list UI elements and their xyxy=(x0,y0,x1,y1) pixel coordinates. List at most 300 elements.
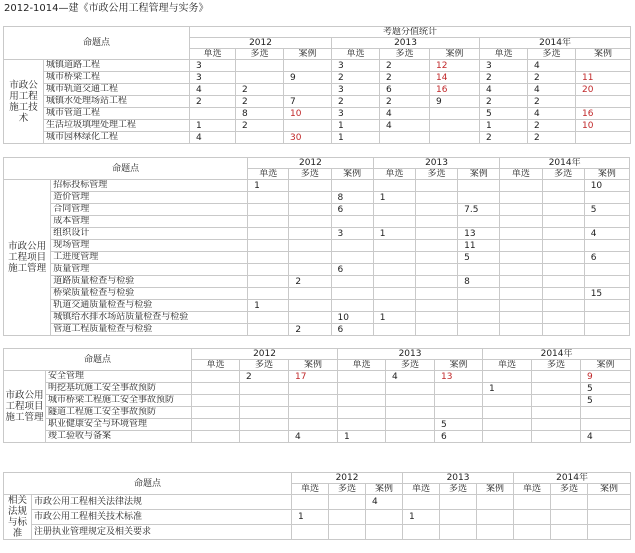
score-cell xyxy=(289,180,331,192)
question-type-header: 单选 xyxy=(292,484,329,495)
question-type-header: 单选 xyxy=(500,169,542,180)
score-cell xyxy=(289,383,338,395)
corner-label: 命题点 xyxy=(4,349,192,371)
score-cell: 2 xyxy=(236,96,284,108)
score-cell: 2 xyxy=(236,84,284,96)
score-cell xyxy=(236,132,284,144)
question-type-header: 单选 xyxy=(332,49,380,60)
score-cell: 7 xyxy=(284,96,332,108)
score-cell: 9 xyxy=(284,72,332,84)
score-cell: 1 xyxy=(403,510,440,525)
question-type-header: 单选 xyxy=(338,360,386,371)
score-cell xyxy=(415,180,457,192)
score-cell: 2 xyxy=(380,72,430,84)
table-row xyxy=(4,132,631,144)
score-cell xyxy=(542,324,584,336)
score-cell xyxy=(331,288,373,300)
score-cell xyxy=(477,525,514,540)
topic-cell: 轨道交通质量检查与检验 xyxy=(51,300,248,312)
score-cell xyxy=(248,264,289,276)
score-cell xyxy=(240,419,289,431)
score-cell xyxy=(386,431,435,443)
score-cell xyxy=(415,276,457,288)
table-row xyxy=(4,96,631,108)
score-cell xyxy=(500,252,542,264)
table-row xyxy=(4,204,630,216)
score-cell xyxy=(430,108,480,120)
score-cell xyxy=(458,264,500,276)
score-cell xyxy=(542,240,584,252)
score-cell xyxy=(440,510,477,525)
question-type-header: 多选 xyxy=(329,484,366,495)
topic-cell: 城市桥梁工程 xyxy=(44,72,190,84)
score-cell xyxy=(236,72,284,84)
score-cell: 2 xyxy=(332,72,380,84)
score-cell xyxy=(284,60,332,72)
score-cell xyxy=(289,264,331,276)
score-cell xyxy=(542,300,584,312)
score-cell xyxy=(240,431,289,443)
category-label: 市政公用工程项目施工管理 xyxy=(4,371,46,443)
score-cell xyxy=(403,495,440,510)
question-type-header: 案例 xyxy=(284,49,332,60)
score-cell: 1 xyxy=(373,192,415,204)
score-cell xyxy=(551,510,588,525)
score-cell xyxy=(584,240,629,252)
score-cell xyxy=(338,407,386,419)
score-cell xyxy=(542,228,584,240)
score-cell xyxy=(373,264,415,276)
question-type-header: 案例 xyxy=(581,360,631,371)
score-cell xyxy=(514,510,551,525)
score-cell xyxy=(458,312,500,324)
score-cell xyxy=(435,395,483,407)
score-cell xyxy=(430,120,480,132)
score-cell: 8 xyxy=(458,276,500,288)
score-cell xyxy=(584,264,629,276)
score-cell xyxy=(581,419,631,431)
score-cell xyxy=(331,276,373,288)
score-cell: 4 xyxy=(289,431,338,443)
corner-label: 命题点 xyxy=(4,473,292,495)
score-cell xyxy=(483,395,532,407)
score-cell xyxy=(415,300,457,312)
topic-cell: 城市园林绿化工程 xyxy=(44,132,190,144)
score-cell xyxy=(289,192,331,204)
table-row xyxy=(4,180,630,192)
score-cell xyxy=(500,324,542,336)
score-cell xyxy=(542,276,584,288)
score-cell: 8 xyxy=(236,108,284,120)
question-type-header: 案例 xyxy=(289,360,338,371)
year-header: 2014年 xyxy=(483,349,631,360)
topic-cell: 城镇给水排水场站质量检查与检验 xyxy=(51,312,248,324)
topic-cell: 质量管理 xyxy=(51,264,248,276)
table-row xyxy=(4,407,631,419)
score-cell: 6 xyxy=(435,431,483,443)
score-cell: 5 xyxy=(480,108,528,120)
score-cell xyxy=(483,407,532,419)
score-cell xyxy=(500,216,542,228)
score-cell xyxy=(386,395,435,407)
table-row xyxy=(4,300,630,312)
topic-cell: 市政公用工程相关法律法规 xyxy=(32,495,292,510)
score-cell: 1 xyxy=(373,228,415,240)
score-cell xyxy=(373,240,415,252)
score-cell: 4 xyxy=(190,132,236,144)
score-cell xyxy=(435,407,483,419)
topic-cell: 城镇水处理场站工程 xyxy=(44,96,190,108)
table-row xyxy=(4,276,630,288)
score-cell: 2 xyxy=(480,96,528,108)
score-cell xyxy=(331,300,373,312)
score-cell xyxy=(329,495,366,510)
score-cell xyxy=(386,419,435,431)
score-cell xyxy=(338,383,386,395)
stats-title: 考题分值统计 xyxy=(190,27,631,38)
score-cell: 12 xyxy=(430,60,480,72)
score-cell xyxy=(248,228,289,240)
question-type-header: 多选 xyxy=(289,169,331,180)
score-cell xyxy=(576,96,631,108)
score-cell xyxy=(458,324,500,336)
score-cell: 2 xyxy=(528,132,576,144)
score-cell xyxy=(542,252,584,264)
score-cell xyxy=(331,240,373,252)
score-cell xyxy=(248,252,289,264)
score-cell: 1 xyxy=(248,300,289,312)
question-type-header: 单选 xyxy=(483,360,532,371)
score-cell xyxy=(192,419,240,431)
score-cell xyxy=(292,495,329,510)
topic-cell: 职业健康安全与环境管理 xyxy=(46,419,192,431)
topic-cell: 城市管道工程 xyxy=(44,108,190,120)
score-cell: 3 xyxy=(190,72,236,84)
score-cell xyxy=(289,204,331,216)
score-cell: 2 xyxy=(380,96,430,108)
score-cell xyxy=(192,371,240,383)
score-cell xyxy=(588,510,631,525)
score-cell xyxy=(289,240,331,252)
score-cell: 6 xyxy=(331,204,373,216)
score-cell: 3 xyxy=(332,84,380,96)
score-cell xyxy=(289,288,331,300)
score-cell xyxy=(415,252,457,264)
score-cell: 8 xyxy=(331,192,373,204)
question-type-header: 多选 xyxy=(380,49,430,60)
score-cell xyxy=(500,180,542,192)
score-cell: 6 xyxy=(331,324,373,336)
table-row xyxy=(4,312,630,324)
year-header: 2014年 xyxy=(500,158,630,169)
score-cell: 4 xyxy=(380,120,430,132)
score-cell xyxy=(248,204,289,216)
topic-cell: 组织设计 xyxy=(51,228,248,240)
score-cell xyxy=(329,510,366,525)
score-cell: 5 xyxy=(458,252,500,264)
score-cell xyxy=(403,525,440,540)
score-cell xyxy=(192,395,240,407)
score-table-safety-management xyxy=(3,348,631,443)
score-cell xyxy=(532,431,581,443)
score-cell xyxy=(289,312,331,324)
score-cell xyxy=(289,252,331,264)
score-cell xyxy=(373,288,415,300)
score-cell xyxy=(430,132,480,144)
score-cell xyxy=(289,407,338,419)
category-label: 市政公用工程项目施工管理 xyxy=(4,180,51,336)
topic-cell: 城镇道路工程 xyxy=(44,60,190,72)
score-cell xyxy=(289,300,331,312)
score-cell: 1 xyxy=(248,180,289,192)
score-cell: 14 xyxy=(430,72,480,84)
score-cell xyxy=(532,419,581,431)
score-cell: 20 xyxy=(576,84,631,96)
question-type-header: 多选 xyxy=(440,484,477,495)
score-cell xyxy=(386,383,435,395)
score-cell: 5 xyxy=(435,419,483,431)
table-row xyxy=(4,228,630,240)
score-cell xyxy=(331,180,373,192)
score-cell xyxy=(415,264,457,276)
score-cell: 5 xyxy=(584,204,629,216)
score-cell xyxy=(415,216,457,228)
score-cell xyxy=(338,419,386,431)
score-cell: 2 xyxy=(528,72,576,84)
score-cell: 2 xyxy=(289,276,331,288)
score-cell xyxy=(338,371,386,383)
score-cell xyxy=(373,276,415,288)
table-row xyxy=(4,192,630,204)
score-cell xyxy=(289,228,331,240)
score-cell xyxy=(338,395,386,407)
score-cell: 6 xyxy=(380,84,430,96)
score-cell xyxy=(581,407,631,419)
score-cell xyxy=(584,276,629,288)
score-cell: 1 xyxy=(483,383,532,395)
topic-cell: 桥梁质量检查与检验 xyxy=(51,288,248,300)
table-row xyxy=(4,525,631,540)
score-cell: 4 xyxy=(581,431,631,443)
score-cell: 30 xyxy=(284,132,332,144)
question-type-header: 案例 xyxy=(584,169,629,180)
table-row xyxy=(4,108,631,120)
score-cell: 2 xyxy=(236,120,284,132)
topic-cell: 招标投标管理 xyxy=(51,180,248,192)
year-header: 2014年 xyxy=(480,38,631,49)
score-cell: 2 xyxy=(289,324,331,336)
score-cell: 15 xyxy=(584,288,629,300)
score-cell xyxy=(458,180,500,192)
question-type-header: 单选 xyxy=(192,360,240,371)
score-cell: 4 xyxy=(584,228,629,240)
topic-cell: 管道工程质量检查与检验 xyxy=(51,324,248,336)
score-cell: 17 xyxy=(289,371,338,383)
score-cell xyxy=(440,525,477,540)
score-cell xyxy=(366,510,403,525)
score-cell: 4 xyxy=(528,108,576,120)
score-cell: 6 xyxy=(584,252,629,264)
question-type-header: 案例 xyxy=(435,360,483,371)
score-cell xyxy=(458,192,500,204)
score-cell xyxy=(373,300,415,312)
score-cell xyxy=(248,312,289,324)
score-cell xyxy=(373,180,415,192)
score-cell: 1 xyxy=(480,120,528,132)
score-cell: 4 xyxy=(366,495,403,510)
question-type-header: 案例 xyxy=(588,484,631,495)
score-cell xyxy=(192,407,240,419)
score-cell: 9 xyxy=(430,96,480,108)
score-cell xyxy=(386,407,435,419)
score-cell xyxy=(584,300,629,312)
score-cell xyxy=(500,228,542,240)
score-cell: 5 xyxy=(581,395,631,407)
score-table-project-management xyxy=(3,157,630,336)
score-cell xyxy=(240,395,289,407)
table-row xyxy=(4,72,631,84)
score-cell xyxy=(500,312,542,324)
question-type-header: 多选 xyxy=(240,360,289,371)
topic-cell: 竣工验收与备案 xyxy=(46,431,192,443)
question-type-header: 单选 xyxy=(514,484,551,495)
score-cell xyxy=(542,312,584,324)
question-type-header: 多选 xyxy=(236,49,284,60)
topic-cell: 安全管理 xyxy=(46,371,192,383)
question-type-header: 多选 xyxy=(551,484,588,495)
score-cell xyxy=(500,204,542,216)
score-cell xyxy=(500,276,542,288)
score-cell xyxy=(248,216,289,228)
score-cell xyxy=(542,288,584,300)
score-cell: 13 xyxy=(458,228,500,240)
score-cell xyxy=(373,252,415,264)
question-type-header: 单选 xyxy=(480,49,528,60)
year-header: 2013 xyxy=(332,38,480,49)
question-type-header: 多选 xyxy=(542,169,584,180)
topic-cell: 城市桥梁工程施工安全事故预防 xyxy=(46,395,192,407)
score-cell xyxy=(329,525,366,540)
score-cell: 4 xyxy=(380,108,430,120)
question-type-header: 多选 xyxy=(532,360,581,371)
score-cell xyxy=(584,192,629,204)
score-cell xyxy=(289,216,331,228)
score-cell xyxy=(248,276,289,288)
topic-cell: 成本管理 xyxy=(51,216,248,228)
score-cell: 5 xyxy=(581,383,631,395)
score-cell: 2 xyxy=(528,120,576,132)
category-label: 市政公用工程施工技术 xyxy=(4,60,44,144)
topic-cell: 生活垃圾填埋处理工程 xyxy=(44,120,190,132)
topic-cell: 造价管理 xyxy=(51,192,248,204)
score-cell xyxy=(240,407,289,419)
score-cell: 2 xyxy=(240,371,289,383)
score-cell xyxy=(192,431,240,443)
score-cell xyxy=(542,180,584,192)
page-title: 2012-1014—建《市政公用工程管理与实务》 xyxy=(4,3,209,14)
score-cell xyxy=(532,371,581,383)
corner-label: 命题点 xyxy=(4,27,190,60)
table-row xyxy=(4,324,630,336)
score-cell xyxy=(248,288,289,300)
score-cell xyxy=(458,300,500,312)
score-cell xyxy=(532,383,581,395)
score-cell: 4 xyxy=(190,84,236,96)
topic-cell: 城市轨道交通工程 xyxy=(44,84,190,96)
score-cell xyxy=(415,228,457,240)
score-cell xyxy=(551,495,588,510)
score-cell: 1 xyxy=(332,132,380,144)
score-cell xyxy=(500,240,542,252)
score-cell: 16 xyxy=(576,108,631,120)
score-cell: 3 xyxy=(332,108,380,120)
score-cell xyxy=(415,324,457,336)
year-header: 2013 xyxy=(373,158,500,169)
score-cell xyxy=(331,252,373,264)
score-table-construction-technology xyxy=(3,26,631,144)
question-type-header: 单选 xyxy=(403,484,440,495)
table-row xyxy=(4,288,630,300)
year-header: 2012 xyxy=(248,158,374,169)
score-cell: 1 xyxy=(373,312,415,324)
score-cell xyxy=(584,216,629,228)
score-cell: 1 xyxy=(332,120,380,132)
score-cell xyxy=(248,324,289,336)
table-row xyxy=(4,431,631,443)
score-cell: 11 xyxy=(576,72,631,84)
question-type-header: 单选 xyxy=(373,169,415,180)
score-cell: 1 xyxy=(190,120,236,132)
topic-cell: 道路质量检查与检验 xyxy=(51,276,248,288)
score-cell: 2 xyxy=(480,132,528,144)
score-cell: 16 xyxy=(430,84,480,96)
corner-label: 命题点 xyxy=(4,158,248,180)
score-cell xyxy=(500,192,542,204)
score-cell xyxy=(542,216,584,228)
table-row xyxy=(4,495,631,510)
score-cell xyxy=(248,192,289,204)
score-cell xyxy=(477,495,514,510)
question-type-header: 案例 xyxy=(477,484,514,495)
score-cell xyxy=(576,132,631,144)
score-cell xyxy=(373,216,415,228)
score-cell xyxy=(366,525,403,540)
score-cell xyxy=(289,395,338,407)
score-cell xyxy=(284,84,332,96)
score-cell xyxy=(415,288,457,300)
score-cell: 3 xyxy=(332,60,380,72)
year-header: 2014年 xyxy=(514,473,631,484)
question-type-header: 多选 xyxy=(528,49,576,60)
score-cell xyxy=(500,264,542,276)
score-cell xyxy=(532,407,581,419)
score-cell xyxy=(292,525,329,540)
score-cell: 2 xyxy=(528,96,576,108)
table-row xyxy=(4,510,631,525)
topic-cell: 合同管理 xyxy=(51,204,248,216)
score-cell xyxy=(584,324,629,336)
score-cell: 9 xyxy=(581,371,631,383)
table-row xyxy=(4,120,631,132)
year-header: 2013 xyxy=(338,349,483,360)
score-cell: 2 xyxy=(332,96,380,108)
question-type-header: 多选 xyxy=(415,169,457,180)
table-row xyxy=(4,60,631,72)
question-type-header: 案例 xyxy=(366,484,403,495)
score-table-regulations xyxy=(3,472,631,540)
topic-cell: 隧道工程施工安全事故预防 xyxy=(46,407,192,419)
table-row xyxy=(4,240,630,252)
